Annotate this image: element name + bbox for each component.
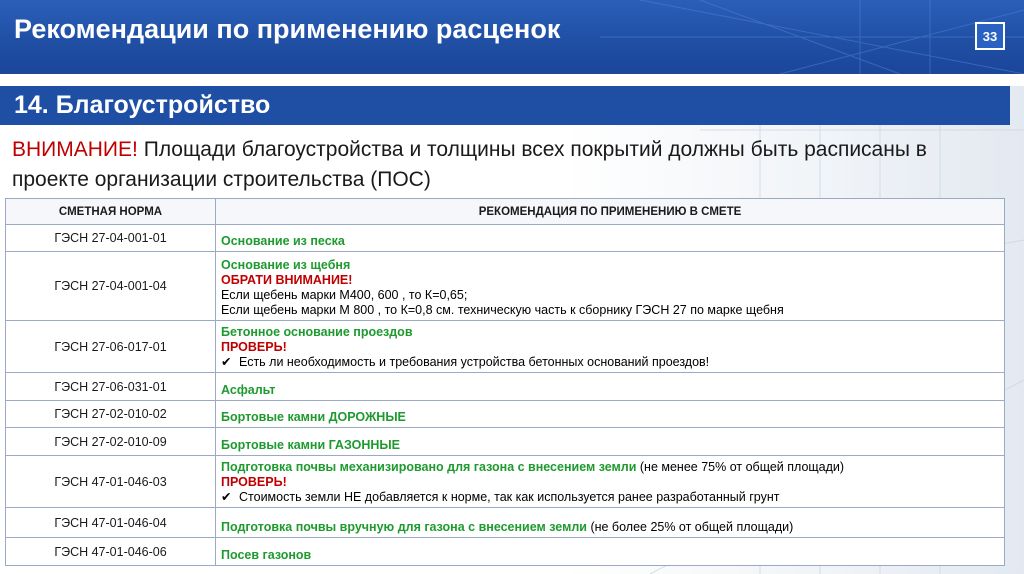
recommendation-cell (216, 321, 1005, 373)
rec-title: Основание из щебня (221, 258, 351, 272)
table-row (6, 538, 1005, 566)
table-row (6, 401, 1005, 428)
rec-detail: Стоимость земли НЕ добавляется к норме, так как используется ранее разработанный грунт (239, 490, 780, 504)
recommendation-cell (216, 428, 1005, 456)
rec-title: Асфальт (221, 383, 276, 397)
page-number-badge: 33 (975, 22, 1005, 50)
table-row (6, 321, 1005, 373)
attention-label: ВНИМАНИЕ! (12, 138, 138, 161)
norm-code: ГЭСН 27-06-031-01 (6, 373, 216, 401)
rec-note: (не более 25% от общей площади) (586, 520, 794, 534)
recommendation-cell (216, 456, 1005, 508)
norm-code: ГЭСН 27-04-001-04 (6, 252, 216, 321)
rec-checklist-item (221, 490, 999, 505)
recommendation-cell (216, 401, 1005, 428)
rec-note: (не менее 75% от общей площади) (636, 460, 845, 474)
rec-detail: Если щебень марки М400, 600 , то К=0,65; (221, 288, 468, 302)
table-row (6, 373, 1005, 401)
recommendation-cell (216, 508, 1005, 538)
table-header-row (6, 199, 1005, 225)
recommendation-cell (216, 373, 1005, 401)
column-header-norm: СМЕТНАЯ НОРМА (6, 199, 216, 225)
checkmark-icon: ✔ (221, 490, 232, 504)
rec-title: Основание из песка (221, 234, 345, 248)
rec-detail: Есть ли необходимость и требования устройства бетонных оснований проездов! (239, 355, 710, 369)
rec-warning: ПРОВЕРЬ! (221, 340, 287, 354)
attention-note (12, 135, 992, 195)
rec-detail: Если щебень марки М 800 , то К=0,8 см. техническую часть к сборнику ГЭСН 27 по марке щебня (221, 303, 784, 317)
table-row (6, 252, 1005, 321)
recommendations-table (5, 198, 1005, 566)
rec-title: Бортовые камни ГАЗОННЫЕ (221, 438, 400, 452)
rec-title: Подготовка почвы вручную для газона с внесением земли (221, 520, 587, 534)
norm-code: ГЭСН 27-04-001-01 (6, 225, 216, 252)
table-row (6, 428, 1005, 456)
rec-title: Подготовка почвы механизировано для газона с внесением земли (221, 460, 637, 474)
norm-code: ГЭСН 47-01-046-04 (6, 508, 216, 538)
rec-warning: ОБРАТИ ВНИМАНИЕ! (221, 273, 353, 287)
table-row (6, 456, 1005, 508)
rec-title: Посев газонов (221, 548, 312, 562)
header-gap (0, 74, 1024, 86)
recommendation-cell (216, 252, 1005, 321)
rec-warning: ПРОВЕРЬ! (221, 475, 287, 489)
norm-code: ГЭСН 27-02-010-02 (6, 401, 216, 428)
rec-title: Бетонное основание проездов (221, 325, 413, 339)
norm-code: ГЭСН 27-02-010-09 (6, 428, 216, 456)
section-title: 14. Благоустройство (14, 91, 271, 119)
recommendation-cell (216, 225, 1005, 252)
table-row (6, 225, 1005, 252)
rec-checklist-item (221, 355, 999, 370)
page-title: Рекомендации по применению расценок (14, 14, 561, 44)
norm-code: ГЭСН 47-01-046-03 (6, 456, 216, 508)
rec-title-line (221, 460, 999, 475)
norm-code: ГЭСН 47-01-046-06 (6, 538, 216, 566)
recommendation-cell (216, 538, 1005, 566)
section-bar (0, 86, 1010, 125)
header-bar (0, 0, 1024, 74)
rec-title: Бортовые камни ДОРОЖНЫЕ (221, 410, 406, 424)
table-row (6, 508, 1005, 538)
attention-text: Площади благоустройства и толщины всех покрытий должны быть расписаны в проекте организации строительства (ПОС) (12, 138, 927, 191)
column-header-recommendation: РЕКОМЕНДАЦИЯ ПО ПРИМЕНЕНИЮ В СМЕТЕ (216, 199, 1005, 225)
checkmark-icon: ✔ (221, 355, 232, 369)
norm-code: ГЭСН 27-06-017-01 (6, 321, 216, 373)
